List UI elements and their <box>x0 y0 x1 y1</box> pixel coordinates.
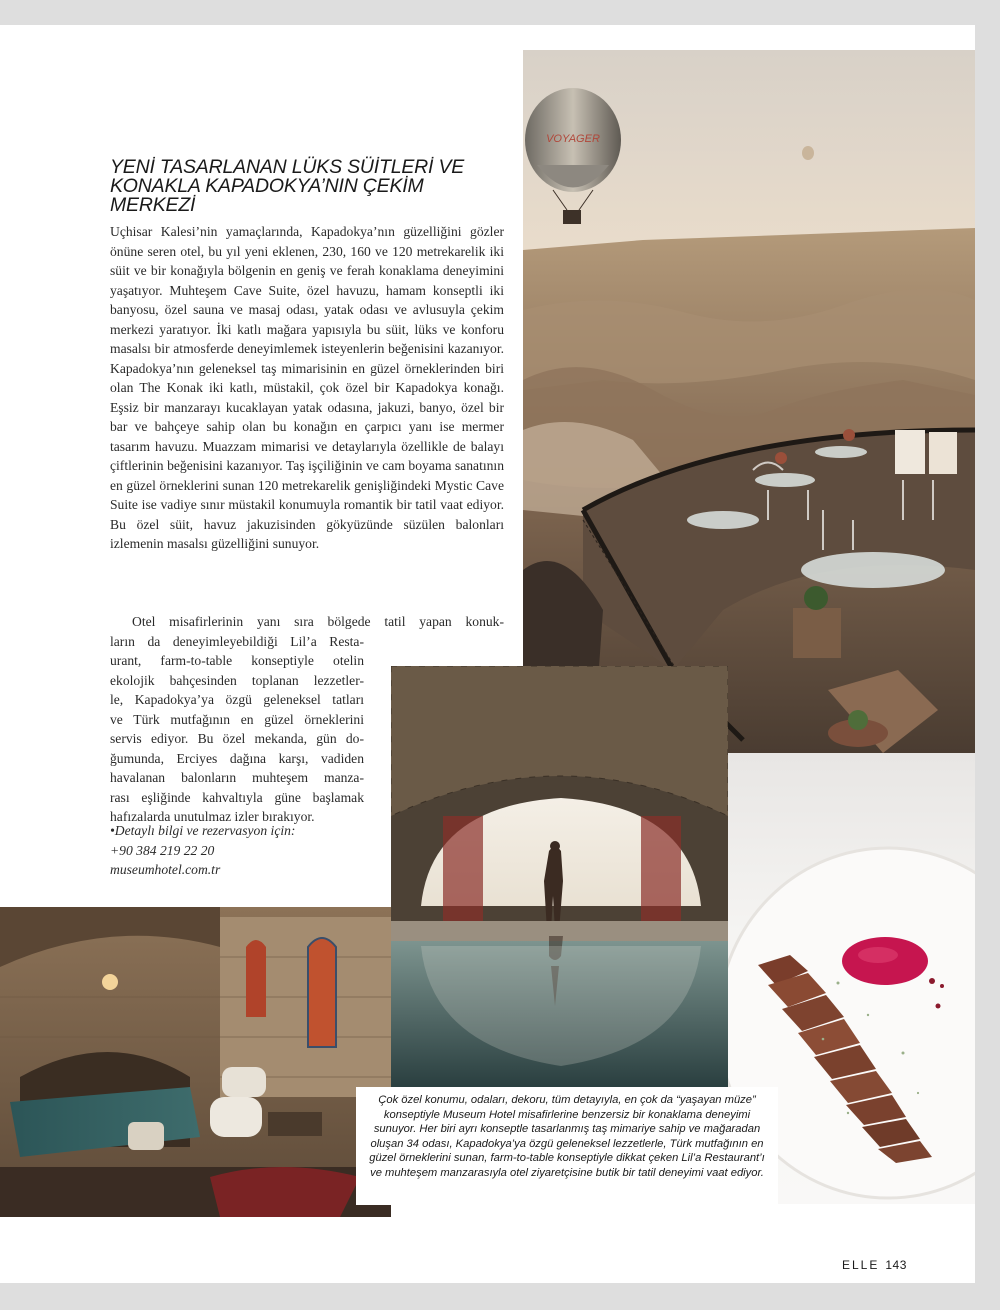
paragraph-line: ekolojik bahçesinden toplanan lezzetler- <box>110 672 364 688</box>
page-folio <box>842 1258 907 1272</box>
headline-line: KONAKLA KAPADOKYA’NIN ÇEKİM <box>110 175 424 197</box>
cave-lounge-photo <box>0 907 391 1217</box>
contact-info <box>110 821 370 880</box>
balloon-logo-text: VOYAGER <box>546 133 600 145</box>
paragraph-line: rası eşliğinde kahvaltıyla güne başlamak <box>110 789 364 805</box>
paragraph-line: le, Kapadokya’ya özgü geleneksel tatları <box>110 692 364 707</box>
paragraph-line: servis ediyor. Bu özel mekanda, gün do- <box>110 731 364 746</box>
headline-line: YENİ TASARLANAN LÜKS SÜİTLERİ VE <box>110 156 465 178</box>
headline-line: MERKEZİ <box>110 194 196 216</box>
paragraph-line: ların da deneyimleyebildiği Lil’a Resta- <box>110 633 364 649</box>
paragraph-line: havalanan balonların muhteşem manza- <box>110 770 364 785</box>
paragraph-line: hafızalarda unutulmaz izler bırakıyor. <box>110 809 315 824</box>
paragraph-line: ğumunda, Erciyes dağına karşı, vadiden <box>110 750 364 766</box>
article-body-paragraph-2 <box>110 612 504 827</box>
contact-website: museumhotel.com.tr <box>110 862 221 877</box>
article-body-paragraph-1 <box>110 222 504 554</box>
magazine-brand: ELLE <box>842 1258 880 1272</box>
balloon-terrace-illustration <box>523 50 975 753</box>
paragraph-line: ve Türk mutfağının en güzel örneklerini <box>110 711 364 727</box>
magazine-page <box>0 25 975 1283</box>
cave-lounge-illustration <box>0 907 391 1217</box>
paragraph-line: Otel misafirlerinin yanı sıra bölgede tatil yapan konuk- <box>132 614 504 629</box>
page-number: 143 <box>885 1258 907 1272</box>
article-headline <box>110 158 490 215</box>
contact-phone: +90 384 219 22 20 <box>110 842 215 858</box>
photo-caption: Çok özel konumu, odaları, dekoru, tüm detayıyla, en çok da “yaşayan müze” konseptiyle Museum Hotel misafirlerine benzersiz bir konaklama deneyimi sunuyor. Her biri ayrı konseptle tasarlanmış taş mimariye sahip ve mağaradan oluşan 34 odası, Kapadokya’ya özgü geleneksel lezzetlerle, Türk mutfağının en güzel örneklerini sunan, farm-to-table konseptiyle dikkat çeken Lil’a Restaurant’ı ve muhteşem manzarasıyla otel ziyaretçisine butik bir tatil deneyimi vaat ediyor. <box>356 1087 778 1205</box>
balloon-terrace-photo <box>523 50 975 753</box>
paragraph-line: urant, farm-to-table konseptiyle otelin <box>110 653 364 668</box>
paragraph-text: Uçhisar Kalesi’nin yamaçlarında, Kapadokya’nın güzelliğini gözler önüne seren otel, bu yıl yeni eklenen, 230, 160 ve 120 metrekarelik iki süit ve bir konağıyla bölgenin en geniş ve ferah konaklama deneyimini yaşatıyor. Muhteşem Cave Suite, özel havuzu, hamam konseptli iki banyosu, özel sauna ve masaj odası, yatak odası ve avlusuyla çekim merkezi yaratıyor. İki katlı mağara yapısıyla bu süit, lüks ve konforu masalsı bir atmosferde deneyimlemek isteyenlerin beğenisini kazanıyor. Kapadokya’nın geleneksel taş mimarisinin en güzel örneklerinden biri olan The Konak iki katlı, müstakil, çok özel bir Kapadokya konağı. Eşsiz bir manzarayı kucaklayan yatak odasına, jakuzi, banyo, özel bir bar ve bahçeye sahip olan bu konağın en çarpıcı yanı ise mermer tasarım havuzu. Muazzam mimarisi ve detaylarıyla özellikle de balayı çiftlerinin beğenisini kazanıyor. Taş işçiliğinin ve cam boyama sanatının en güzel örneklerini sunan 120 metrekarelik genişliğindeki Mystic Cave Suite ise vadiye sınır müstakil konumuyla romantik bir tatil vaat ediyor. Bu özel süit, havuz jakuzisinden gökyüzünde süzülen balonları izlemenin masalsı güzelliğini sunuyor. <box>110 224 504 551</box>
contact-label: •Detaylı bilgi ve rezervasyon için: <box>110 823 296 838</box>
